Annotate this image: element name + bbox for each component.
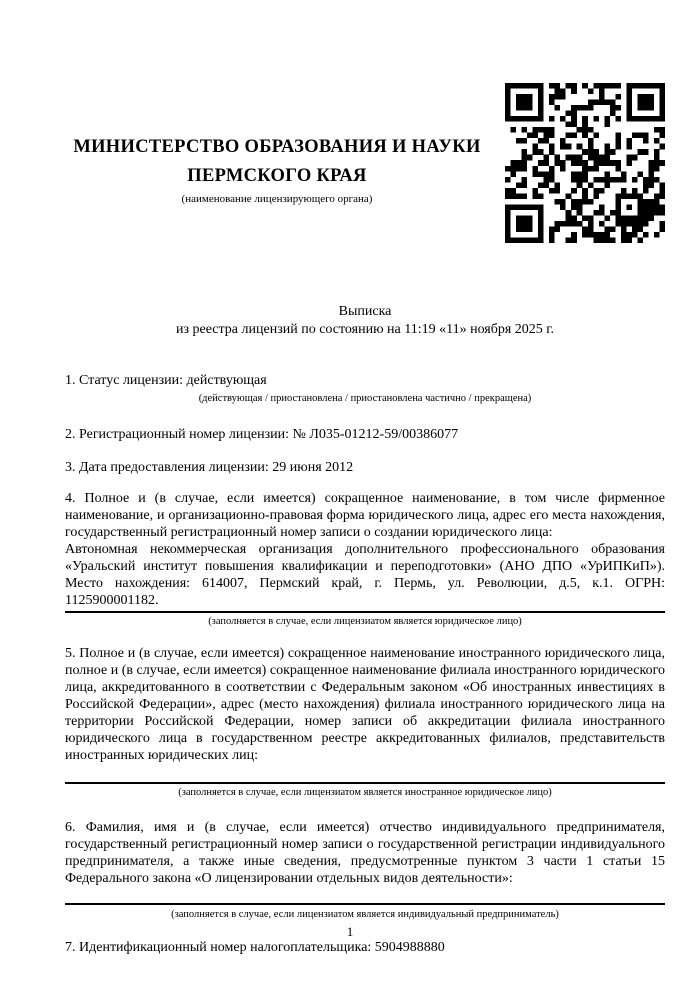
license-status-value: 1. Статус лицензии: действующая xyxy=(65,373,267,388)
item-license-status xyxy=(65,372,665,405)
fill-line-legal-entity xyxy=(65,611,665,613)
fill-line-foreign-entity xyxy=(65,782,665,784)
ministry-name-caption: (наименование лицензирующего органа) xyxy=(181,193,373,205)
foreign-entity-caption: (заполняется в случае, если лицензиатом является иностранное юридическое лицо) xyxy=(178,787,552,798)
individual-entrepreneur-question: 6. Фамилия, имя и (в случае, если имеется) отчество индивидуального предпринимателя, государственный регистрационный номер записи о государственной регистрации индивидуального предпринимателя, а также иные сведения, предусмотренные пунктом 3 части 1 статьи 15 Федерального закона «О лицензировании отдельных видов деятельности»: xyxy=(65,820,665,886)
legal-entity-answer: Автономная некоммерческая организация дополнительного профессионального образования «Уральский институт повышения квалификации и переподготовки» (АНО ДПО «УрИПКиП»). Место нахождения: 614007, Пермский край, г. Пермь, ул. Революции, д.5, к.1. ОГРН: 1125900001182. xyxy=(65,542,665,608)
item-license-grant-date xyxy=(65,459,665,476)
license-grant-date-value: 3. Дата предоставления лицензии: 29 июня 2012 xyxy=(65,460,354,475)
document-title-line2: из реестра лицензий по состоянию на 11:19 «11» ноября 2025 г. xyxy=(176,322,554,337)
registration-number-value: 2. Регистрационный номер лицензии: № Л035-01212-59/00386077 xyxy=(65,427,459,442)
item-legal-entity-name xyxy=(65,490,665,628)
page-number: 1 xyxy=(346,924,354,939)
item-individual-entrepreneur xyxy=(65,819,665,921)
document-body xyxy=(65,0,665,956)
taxpayer-number-value: 7. Идентификационный номер налогоплательщика: 5904988880 xyxy=(65,940,445,955)
ministry-name-line2: ПЕРМСКОГО КРАЯ xyxy=(187,166,367,186)
legal-entity-caption: (заполняется в случае, если лицензиатом является юридическое лицо) xyxy=(208,616,522,627)
document-title-line1: Выписка xyxy=(338,304,392,319)
license-status-caption: (действующая / приостановлена / приостановлена частично / прекращена) xyxy=(198,393,532,404)
fill-line-individual-entrepreneur xyxy=(65,903,665,905)
ministry-name-line1: МИНИСТЕРСТВО ОБРАЗОВАНИЯ И НАУКИ xyxy=(73,137,481,157)
item-registration-number xyxy=(65,426,665,443)
document-title xyxy=(65,303,665,339)
item-foreign-entity-name xyxy=(65,645,665,799)
foreign-entity-question: 5. Полное и (в случае, если имеется) сокращенное наименование иностранного юридического лица, полное и (в случае, если имеется) сокращенное наименование филиала иностранного юридического лица, аккредитованного в соответствии с Федеральным законом «Об иностранных инвестициях в Российской Федерации», адрес (место нахождения) филиала иностранного юридического лица на территории Российской Федерации, номер записи об аккредитации филиала иностранного юридического лица в государственном реестре аккредитованных филиалов, представительств иностранных юридических лиц: xyxy=(65,646,665,763)
item-taxpayer-number xyxy=(65,939,665,956)
individual-entrepreneur-caption: (заполняется в случае, если лицензиатом является индивидуальный предприниматель) xyxy=(171,909,559,920)
legal-entity-question: 4. Полное и (в случае, если имеется) сокращенное наименование, в том числе фирменное наименование, и организационно-правовая форма юридического лица, адрес его места нахождения, государственный регистрационный номер записи о создании юридического лица: xyxy=(65,491,665,540)
